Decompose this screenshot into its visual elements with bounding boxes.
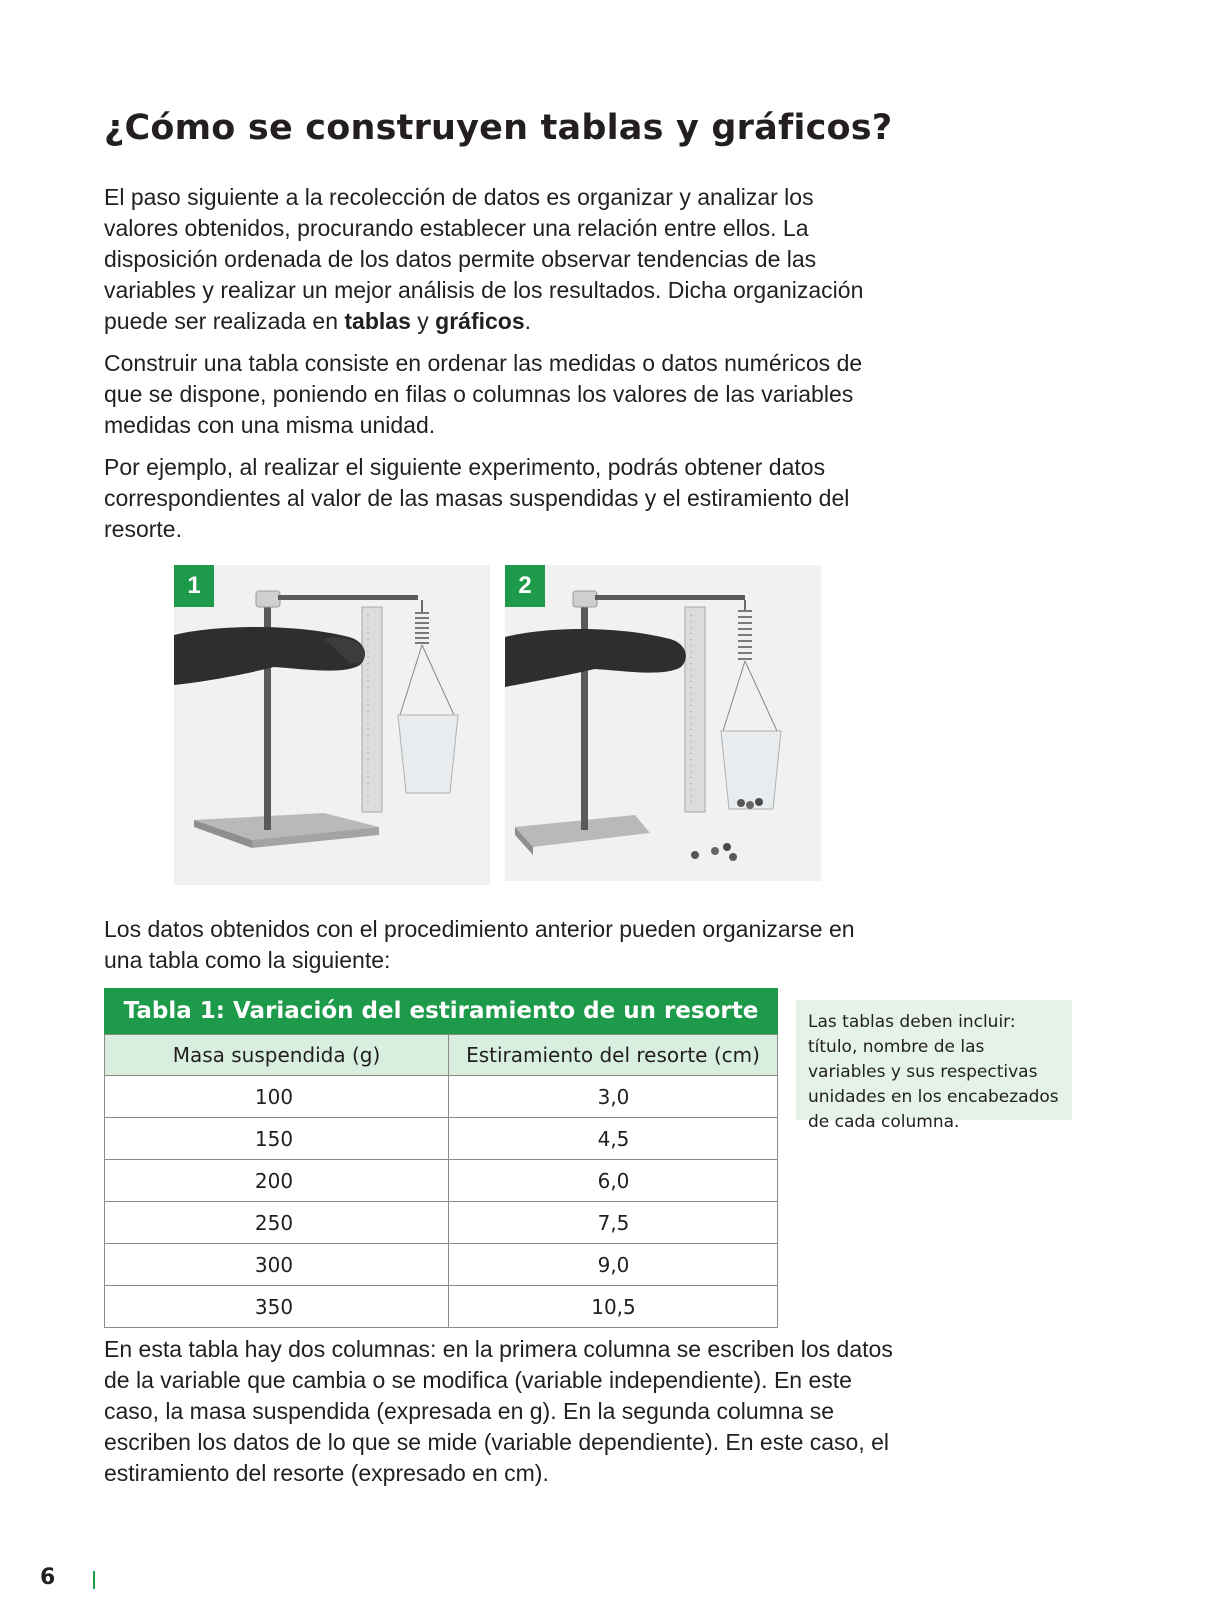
column-header-stretch: Estiramiento del resorte (cm) <box>449 1035 778 1076</box>
table-definition-paragraph: Construir una tabla consiste en ordenar las medidas o datos numéricos de que se dispone, poniendo en filas o columnas los valores de las variables medidas con una misma unidad. <box>104 350 863 438</box>
step-badge-1: 1 <box>174 565 214 607</box>
experiment-photo-2 <box>505 565 821 881</box>
stretch-cell: 7,5 <box>449 1202 778 1244</box>
spring-stand-illustration <box>174 565 490 885</box>
stretch-cell: 6,0 <box>449 1160 778 1202</box>
stretch-cell: 3,0 <box>449 1076 778 1118</box>
intro-connector: y <box>410 308 436 334</box>
mass-cell: 350 <box>105 1286 449 1328</box>
table-intro-paragraph: Los datos obtenidos con el procedimiento anterior pueden organizarse en una tabla como la siguiente: <box>104 916 855 973</box>
table-row <box>105 1118 778 1160</box>
table-row <box>105 1286 778 1328</box>
mass-cell: 300 <box>105 1244 449 1286</box>
table-row <box>105 1076 778 1118</box>
page-title: ¿Cómo se construyen tablas y gráficos? <box>104 108 893 148</box>
mass-cell: 100 <box>105 1076 449 1118</box>
stretch-cell: 9,0 <box>449 1244 778 1286</box>
step-badge-2: 2 <box>505 565 545 607</box>
table-header-row <box>105 1035 778 1076</box>
stretch-cell: 4,5 <box>449 1118 778 1160</box>
intro-paragraph <box>104 182 894 337</box>
page-number: 6 <box>40 1565 56 1590</box>
table-caption: Tabla 1: Variación del estiramiento de un resorte <box>104 988 778 1034</box>
intro-text: El paso siguiente a la recolección de datos es organizar y analizar los valores obtenidos, procurando establecer una relación entre ellos. La disposición ordenada de los datos permite observar tendencias de las variables y realizar un mejor análisis de los resultados. Dicha organización puede ser realizada en <box>104 184 864 334</box>
intro-period: . <box>524 308 532 334</box>
keyword-graficos: gráficos <box>435 308 525 334</box>
spring-data-table <box>104 988 778 1328</box>
mass-cell: 150 <box>105 1118 449 1160</box>
stretch-cell: 10,5 <box>449 1286 778 1328</box>
explanation-paragraph: En esta tabla hay dos columnas: en la primera columna se escriben los datos de la variable que cambia o se modifica (variable independiente). En este caso, la masa suspendida (expresada en g). En la segunda columna se escriben los datos de lo que se mide (variable dependiente). En este caso, el estiramiento del resorte (expresado en cm). <box>104 1336 893 1486</box>
side-note: Las tablas deben incluir: título, nombre de las variables y sus respectivas unidades en los encabezados de cada columna. <box>796 1000 1072 1120</box>
column-header-mass: Masa suspendida (g) <box>105 1035 449 1076</box>
table-row <box>105 1244 778 1286</box>
page-number-divider <box>93 1571 95 1589</box>
table-row <box>105 1202 778 1244</box>
experiment-photo-1 <box>174 565 490 885</box>
mass-cell: 250 <box>105 1202 449 1244</box>
spring-stand-with-marbles-illustration <box>505 565 821 881</box>
table-row <box>105 1160 778 1202</box>
experiment-paragraph: Por ejemplo, al realizar el siguiente experimento, podrás obtener datos correspondientes al valor de las masas suspendidas y el estiramiento del resorte. <box>104 454 850 542</box>
keyword-tablas: tablas <box>344 308 411 334</box>
mass-cell: 200 <box>105 1160 449 1202</box>
